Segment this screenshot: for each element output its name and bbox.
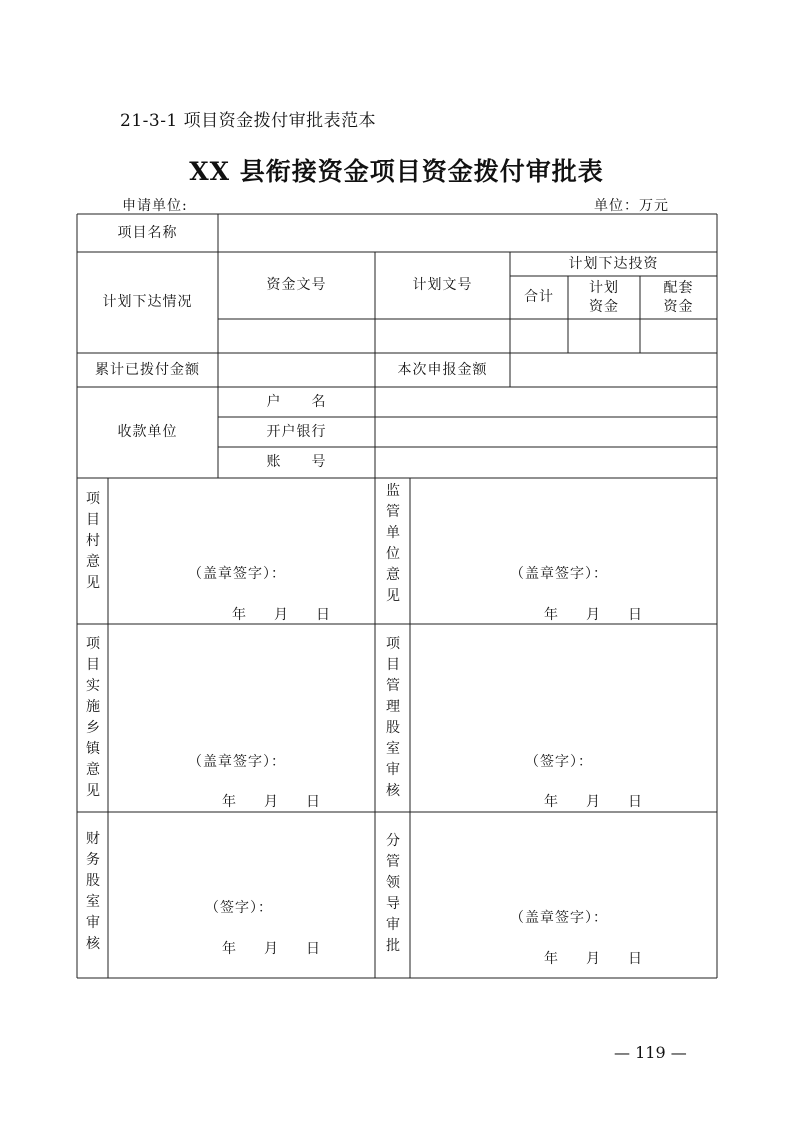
project-mgmt-sign: （签字）： <box>525 754 593 770</box>
supervisor-seal-sign: （盖章签字）： <box>510 566 608 582</box>
cumulative-paid-value[interactable] <box>218 353 375 387</box>
finance-date: 年 月 日 <box>222 941 320 957</box>
project-name-value[interactable] <box>218 214 717 252</box>
planned-funds-value[interactable] <box>568 319 640 353</box>
bank-label: 开户银行 <box>266 423 327 440</box>
payee-label: 收款单位 <box>117 424 178 441</box>
matching-funds-value[interactable] <box>640 319 717 353</box>
bank-value[interactable] <box>375 417 717 447</box>
village-seal-sign: （盖章签字）： <box>188 566 286 582</box>
leader-seal-sign: （盖章签字）： <box>510 910 608 926</box>
account-no-value[interactable] <box>375 447 717 478</box>
leader-approval-label: 分管领导审批 <box>386 833 400 954</box>
fund-doc-no-value[interactable] <box>218 319 375 353</box>
unit-label: 单位：万元 <box>594 198 669 214</box>
account-no-label: 账 号 <box>266 454 327 471</box>
township-date: 年 月 日 <box>222 794 320 810</box>
village-opinion-label: 项目村意见 <box>86 491 100 591</box>
supervisor-opinion-label: 监管单位意见 <box>386 483 400 604</box>
account-name-value[interactable] <box>375 387 717 417</box>
township-opinion-label: 项目实施乡镇意见 <box>86 636 100 799</box>
form-title: XX 县衔接资金项目资金拨付审批表 <box>189 157 604 186</box>
cumulative-paid-label: 累计已拨付金额 <box>95 361 200 378</box>
section-label: 21-3-1 项目资金拨付审批表范本 <box>120 111 377 131</box>
project-mgmt-review-label: 项目管理股室审核 <box>386 636 400 799</box>
finance-sign: （签字）： <box>205 900 273 916</box>
fund-doc-no-label: 资金文号 <box>266 277 327 294</box>
current-request-label: 本次申报金额 <box>397 361 488 378</box>
plan-issued-label: 计划下达情况 <box>102 294 193 311</box>
supervisor-date: 年 月 日 <box>544 607 642 623</box>
total-label: 合计 <box>524 289 554 306</box>
village-date: 年 月 日 <box>232 607 330 623</box>
page-number: — 119 — <box>614 1043 687 1062</box>
leader-date: 年 月 日 <box>544 951 642 967</box>
finance-review-label: 财务股室审核 <box>86 831 100 952</box>
project-mgmt-date: 年 月 日 <box>544 794 642 810</box>
matching-funds-label: 配套 资金 <box>663 279 694 315</box>
plan-investment-label: 计划下达投资 <box>568 255 659 272</box>
total-value[interactable] <box>510 319 568 353</box>
township-seal-sign: （盖章签字）： <box>188 754 286 770</box>
plan-doc-no-value[interactable] <box>375 319 510 353</box>
project-name-label: 项目名称 <box>117 224 178 241</box>
plan-doc-no-label: 计划文号 <box>412 277 473 294</box>
planned-funds-label: 计划 资金 <box>589 279 619 315</box>
current-request-value[interactable] <box>510 353 717 387</box>
account-name-label: 户 名 <box>266 393 327 410</box>
applicant-label: 申请单位: <box>122 198 188 214</box>
